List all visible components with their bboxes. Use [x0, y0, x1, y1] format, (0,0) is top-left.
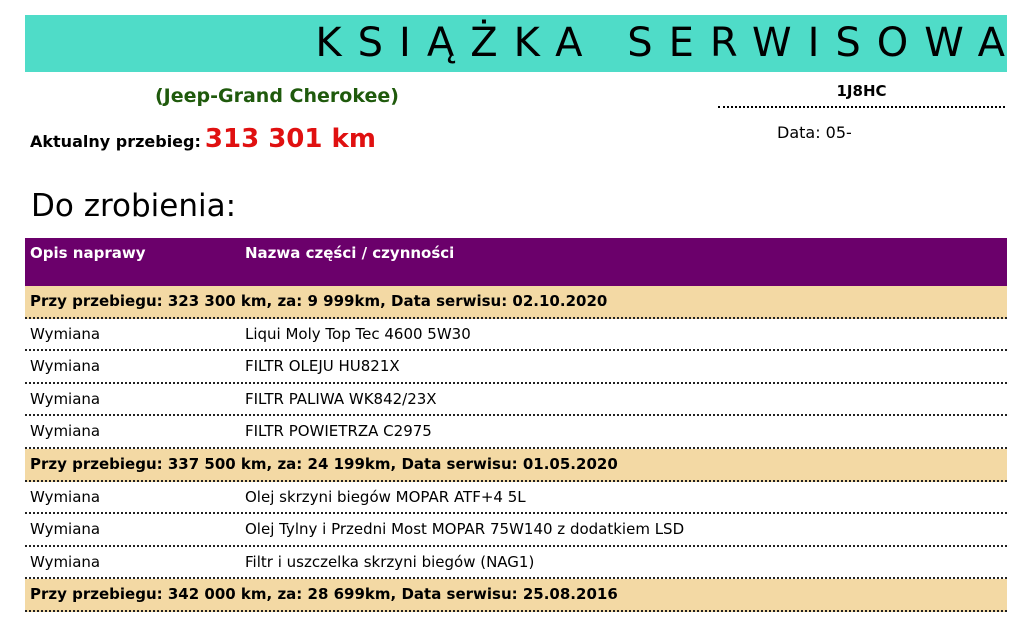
table-row: [25, 514, 1007, 547]
date: Data: 05-: [777, 123, 852, 142]
part-name: Filtr i uszczelka skrzyni biegów (NAG1): [245, 552, 535, 571]
part-name: FILTR POWIETRZA C2975: [245, 422, 432, 441]
table-body: [25, 286, 1007, 612]
repair-description: Wymiana: [30, 552, 101, 571]
part-name: Olej Tylny i Przedni Most MOPAR 75W140 z dodatkiem LSD: [245, 520, 685, 539]
column-header-part: Nazwa części / czynności: [245, 244, 455, 262]
title-banner: [25, 15, 1021, 72]
mileage-value: 313 301 km: [204, 124, 376, 154]
group-row: [25, 286, 1007, 319]
table-row: [25, 319, 1007, 352]
table-row: [25, 547, 1007, 580]
group-title: Przy przebiegu: 337 500 km, za: 24 199km, Data serwisu: 01.05.2020: [30, 454, 618, 473]
vin: 1J8HC: [718, 82, 1005, 108]
group-title: Przy przebiegu: 323 300 km, za: 9 999km, Data serwisu: 02.10.2020: [30, 292, 608, 310]
repair-description: Wymiana: [30, 389, 101, 408]
repair-description: Wymiana: [30, 487, 101, 506]
mileage-label: Aktualny przebieg:: [30, 132, 201, 151]
part-name: FILTR PALIWA WK842/23X: [245, 389, 437, 408]
table-header: [25, 238, 1007, 286]
repair-description: Wymiana: [30, 324, 101, 343]
repair-description: Wymiana: [30, 422, 101, 441]
repair-description: Wymiana: [30, 520, 101, 539]
service-table: [25, 238, 1007, 612]
table-row: [25, 351, 1007, 384]
section-title: Do zrobienia:: [31, 188, 237, 224]
group-row: [25, 579, 1007, 612]
column-header-description: Opis naprawy: [30, 244, 146, 262]
table-row: [25, 384, 1007, 417]
part-name: Olej skrzyni biegów MOPAR ATF+4 5L: [245, 487, 526, 506]
repair-description: Wymiana: [30, 357, 101, 376]
table-row: [25, 416, 1007, 449]
group-row: [25, 449, 1007, 482]
car-model: (Jeep-Grand Cherokee): [155, 85, 399, 107]
page-title: KSIĄŻKA SERWISOWA: [315, 20, 1021, 66]
current-mileage: [30, 124, 376, 154]
group-title: Przy przebiegu: 342 000 km, za: 28 699km, Data serwisu: 25.08.2016: [30, 585, 618, 604]
table-row: [25, 482, 1007, 515]
part-name: Liqui Moly Top Tec 4600 5W30: [245, 324, 471, 343]
part-name: FILTR OLEJU HU821X: [245, 357, 400, 376]
